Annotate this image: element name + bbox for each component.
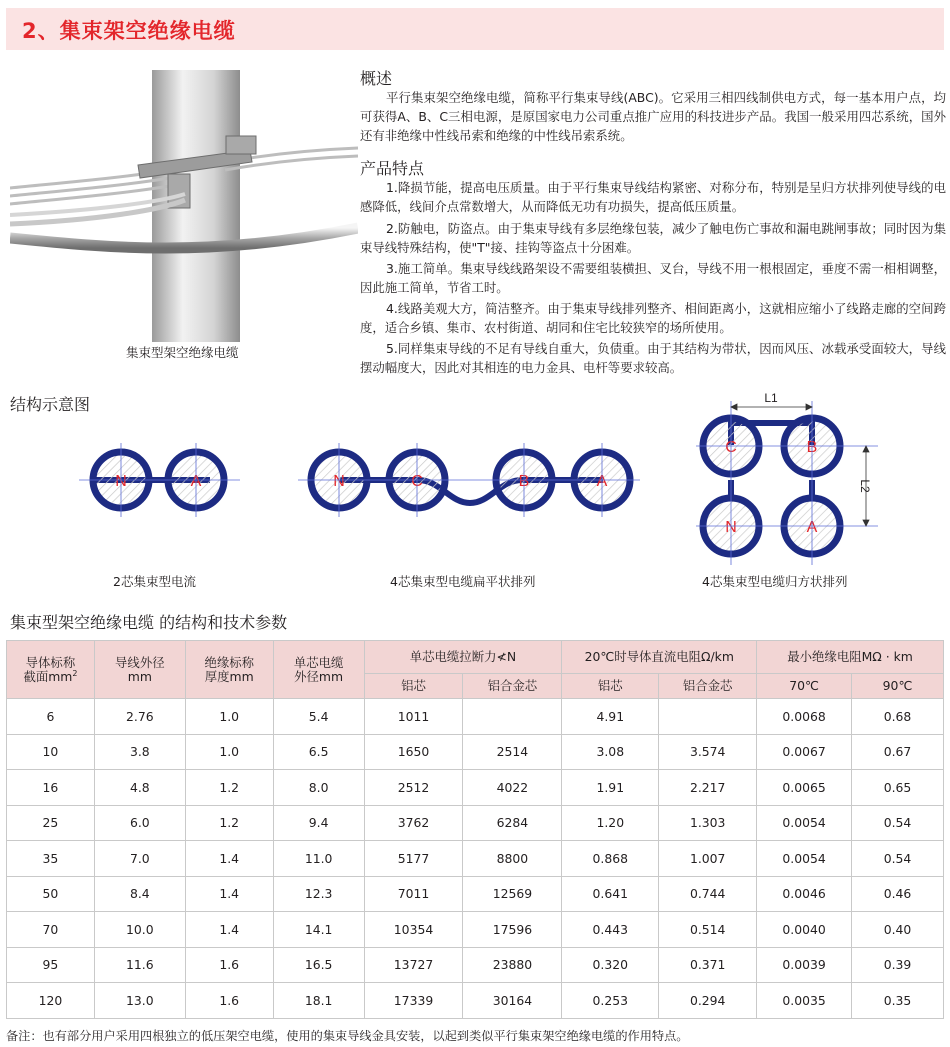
svg-text:A: A bbox=[806, 519, 818, 536]
table-cell: 6284 bbox=[463, 805, 562, 841]
overview-heading: 概述 bbox=[360, 69, 393, 88]
table-cell: 12569 bbox=[463, 876, 562, 912]
sub-header-70c: 70℃ bbox=[757, 674, 852, 699]
feature-item-5: 5.同样集束导线的不足有导线自重大，负债重。由于其结构为带状，因而风压、冰载承受面较大，导线摆动幅度大，因此对其相连的电力金具、电杆等要求较高。 bbox=[360, 341, 946, 375]
table-cell: 1.0 bbox=[185, 699, 273, 735]
table-row bbox=[7, 770, 944, 806]
table-cell: 3762 bbox=[364, 805, 463, 841]
table-cell: 18.1 bbox=[273, 983, 364, 1019]
table-cell: 16.5 bbox=[273, 947, 364, 983]
table-row bbox=[7, 912, 944, 948]
table-cell: 0.0067 bbox=[757, 734, 852, 770]
table-cell: 6.5 bbox=[273, 734, 364, 770]
table-cell: 70 bbox=[7, 912, 95, 948]
table-cell: 1.91 bbox=[562, 770, 659, 806]
footnote: 备注：也有部分用户采用四根独立的低压架空电缆，使用的集束导线金具安装，以起到类似平行集束架空绝缘电缆的作用特点。 bbox=[6, 1029, 689, 1043]
table-cell: 13727 bbox=[364, 947, 463, 983]
table-cell: 0.443 bbox=[562, 912, 659, 948]
table-cell: 9.4 bbox=[273, 805, 364, 841]
table-cell: 1.2 bbox=[185, 770, 273, 806]
table-cell: 3.08 bbox=[562, 734, 659, 770]
svg-text:N: N bbox=[333, 473, 345, 490]
table-cell: 6.0 bbox=[94, 805, 185, 841]
col-header-cross-section: 导体标称 截面$mm^2$ bbox=[7, 641, 95, 699]
section-title-bar bbox=[6, 8, 944, 50]
feature-item-4: 4.线路美观大方，简洁整齐。由于集束导线排列整齐、相间距离小，这就相应缩小了线路走廊的空间跨度，适合乡镇、集市、农村街道、胡同和住宅比较狭窄的场所使用。 bbox=[360, 301, 946, 335]
svg-text:N: N bbox=[115, 473, 127, 490]
table-cell: 10.0 bbox=[94, 912, 185, 948]
table-cell: 12.3 bbox=[273, 876, 364, 912]
table-cell: 30164 bbox=[463, 983, 562, 1019]
table-cell: 1011 bbox=[364, 699, 463, 735]
table-cell: 1.303 bbox=[659, 805, 757, 841]
table-row bbox=[7, 734, 944, 770]
dimension-l2-label: L2 bbox=[858, 479, 872, 493]
table-cell: 0.514 bbox=[659, 912, 757, 948]
feature-item-1: 1.降损节能，提高电压质量。由于平行集束导线结构紧密、对称分布，特别是呈归方状排列使导线的电感降低，线间介点常数增大，从而降低无功有功损失，提高低压质量。 bbox=[360, 180, 946, 214]
table-cell: 50 bbox=[7, 876, 95, 912]
table-cell: 0.253 bbox=[562, 983, 659, 1019]
table-cell: 10354 bbox=[364, 912, 463, 948]
svg-text:C: C bbox=[725, 439, 737, 456]
table-cell: 35 bbox=[7, 841, 95, 877]
table-cell: 3.574 bbox=[659, 734, 757, 770]
table-row bbox=[7, 947, 944, 983]
table-cell: 11.0 bbox=[273, 841, 364, 877]
diagram-4-core-square-caption: 4芯集束型电缆归方状排列 bbox=[702, 574, 848, 589]
table-cell: 2.217 bbox=[659, 770, 757, 806]
svg-text:N: N bbox=[725, 519, 737, 536]
table-row bbox=[7, 983, 944, 1019]
table-row bbox=[7, 876, 944, 912]
table-cell: 7011 bbox=[364, 876, 463, 912]
diagram-4-core-flat-caption: 4芯集束型电缆扁平状排列 bbox=[390, 574, 536, 589]
table-cell: 2512 bbox=[364, 770, 463, 806]
table-cell: 10 bbox=[7, 734, 95, 770]
cable-pole-photo bbox=[10, 70, 358, 342]
table-cell: 1.0 bbox=[185, 734, 273, 770]
table-cell: 1.4 bbox=[185, 841, 273, 877]
table-cell: 0.0065 bbox=[757, 770, 852, 806]
table-cell: 8.4 bbox=[94, 876, 185, 912]
table-cell: 0.54 bbox=[852, 805, 944, 841]
diagram-4-core-flat bbox=[298, 443, 640, 517]
group-header-insulation-resistance: 最小绝缘电阻MΩ · km bbox=[757, 641, 944, 674]
table-cell: 6 bbox=[7, 699, 95, 735]
table-cell: 0.294 bbox=[659, 983, 757, 1019]
table-cell: 2.76 bbox=[94, 699, 185, 735]
table-row bbox=[7, 699, 944, 735]
table-cell: 4022 bbox=[463, 770, 562, 806]
sub-header-aluminum: 铝芯 bbox=[364, 674, 463, 699]
photo-caption: 集束型架空绝缘电缆 bbox=[126, 345, 239, 360]
table-row bbox=[7, 805, 944, 841]
table-cell: 1.6 bbox=[185, 983, 273, 1019]
table-cell: 0.46 bbox=[852, 876, 944, 912]
table-cell: 1650 bbox=[364, 734, 463, 770]
table-cell: 0.67 bbox=[852, 734, 944, 770]
table-cell bbox=[463, 699, 562, 735]
structure-title: 结构示意图 bbox=[10, 395, 91, 414]
diagram-2-core-caption: 2芯集束型电流 bbox=[113, 574, 196, 589]
overview-paragraph: 平行集束架空绝缘电缆，简称平行集束导线(ABC)。它采用三相四线制供电方式，每一基本用户点，均可获得A、B、C三相电源，是原国家电力公司重点推广应用的科技进步产品。我国一般采用四芯系统，国外还有非绝缘中性线吊索和绝缘的中性线吊索系统。 bbox=[360, 90, 946, 143]
col-header-insulation-thickness: 绝缘标称 厚度mm bbox=[185, 641, 273, 699]
table-cell: 0.54 bbox=[852, 841, 944, 877]
table-cell: 14.1 bbox=[273, 912, 364, 948]
table-cell: 0.320 bbox=[562, 947, 659, 983]
svg-text:A: A bbox=[190, 473, 202, 490]
table-cell: 25 bbox=[7, 805, 95, 841]
table-title: 集束型架空绝缘电缆 的结构和技术参数 bbox=[10, 613, 288, 632]
svg-text:B: B bbox=[806, 439, 818, 456]
table-cell: 11.6 bbox=[94, 947, 185, 983]
table-cell: 1.6 bbox=[185, 947, 273, 983]
table-cell: 0.0054 bbox=[757, 805, 852, 841]
table-cell: 0.0035 bbox=[757, 983, 852, 1019]
table-cell: 5177 bbox=[364, 841, 463, 877]
table-cell: 0.371 bbox=[659, 947, 757, 983]
table-cell: 1.2 bbox=[185, 805, 273, 841]
table-cell: 8800 bbox=[463, 841, 562, 877]
sub-header-aluminum: 铝芯 bbox=[562, 674, 659, 699]
features-heading: 产品特点 bbox=[360, 159, 425, 178]
table-cell: 5.4 bbox=[273, 699, 364, 735]
table-cell: 0.0046 bbox=[757, 876, 852, 912]
dimension-l1-label: L1 bbox=[764, 391, 778, 405]
diagram-2-core bbox=[79, 443, 240, 517]
group-header-dc-resistance: 20℃时导体直流电阻Ω/km bbox=[562, 641, 757, 674]
table-cell: 0.39 bbox=[852, 947, 944, 983]
svg-text:A: A bbox=[596, 473, 608, 490]
table-cell: 8.0 bbox=[273, 770, 364, 806]
table-cell: 4.8 bbox=[94, 770, 185, 806]
table-cell: 17596 bbox=[463, 912, 562, 948]
table-cell: 4.91 bbox=[562, 699, 659, 735]
table-cell: 1.4 bbox=[185, 912, 273, 948]
col-header-conductor-diameter: 导线外径 mm bbox=[94, 641, 185, 699]
table-cell: 95 bbox=[7, 947, 95, 983]
table-cell: 0.40 bbox=[852, 912, 944, 948]
sub-header-aluminum-alloy: 铝合金芯 bbox=[463, 674, 562, 699]
table-cell: 0.65 bbox=[852, 770, 944, 806]
table-cell: 0.0040 bbox=[757, 912, 852, 948]
table-cell: 2514 bbox=[463, 734, 562, 770]
table-cell: 1.20 bbox=[562, 805, 659, 841]
table-cell: 1.007 bbox=[659, 841, 757, 877]
table-cell: 7.0 bbox=[94, 841, 185, 877]
table-cell: 3.8 bbox=[94, 734, 185, 770]
structure-diagrams bbox=[0, 385, 950, 595]
feature-item-2: 2.防触电，防盗点。由于集束导线有多层绝缘包装，减少了触电伤亡事故和漏电跳闸事故；同时因为集束导线特殊结构，使"T"接、挂钩等盗点十分困难。 bbox=[360, 221, 946, 255]
svg-text:B: B bbox=[518, 473, 530, 490]
section-title: 2、集束架空绝缘电缆 bbox=[22, 19, 236, 43]
diagram-4-core-square bbox=[696, 391, 878, 565]
table-cell: 0.0068 bbox=[757, 699, 852, 735]
table-cell: 0.68 bbox=[852, 699, 944, 735]
table-cell: 120 bbox=[7, 983, 95, 1019]
sub-header-90c: 90℃ bbox=[852, 674, 944, 699]
table-cell: 0.0054 bbox=[757, 841, 852, 877]
feature-item-3: 3.施工简单。集束导线线路架设不需要组装横担、叉台，导线不用一根根固定，垂度不需一相相调整，因此施工简单，节省工时。 bbox=[360, 261, 946, 295]
table-row bbox=[7, 841, 944, 877]
table-cell: 1.4 bbox=[185, 876, 273, 912]
table-cell: 23880 bbox=[463, 947, 562, 983]
table-cell: 0.868 bbox=[562, 841, 659, 877]
table-cell: 0.641 bbox=[562, 876, 659, 912]
sub-header-aluminum-alloy: 铝合金芯 bbox=[659, 674, 757, 699]
col-header-cable-diameter: 单芯电缆 外径mm bbox=[273, 641, 364, 699]
table-cell: 0.35 bbox=[852, 983, 944, 1019]
svg-text:C: C bbox=[411, 473, 423, 490]
table-cell: 0.744 bbox=[659, 876, 757, 912]
group-header-breaking-force: 单芯电缆拉断力≮N bbox=[364, 641, 562, 674]
table-cell: 17339 bbox=[364, 983, 463, 1019]
spec-table bbox=[6, 640, 944, 1019]
table-cell: 0.0039 bbox=[757, 947, 852, 983]
table-cell: 16 bbox=[7, 770, 95, 806]
table-cell bbox=[659, 699, 757, 735]
table-cell: 13.0 bbox=[94, 983, 185, 1019]
